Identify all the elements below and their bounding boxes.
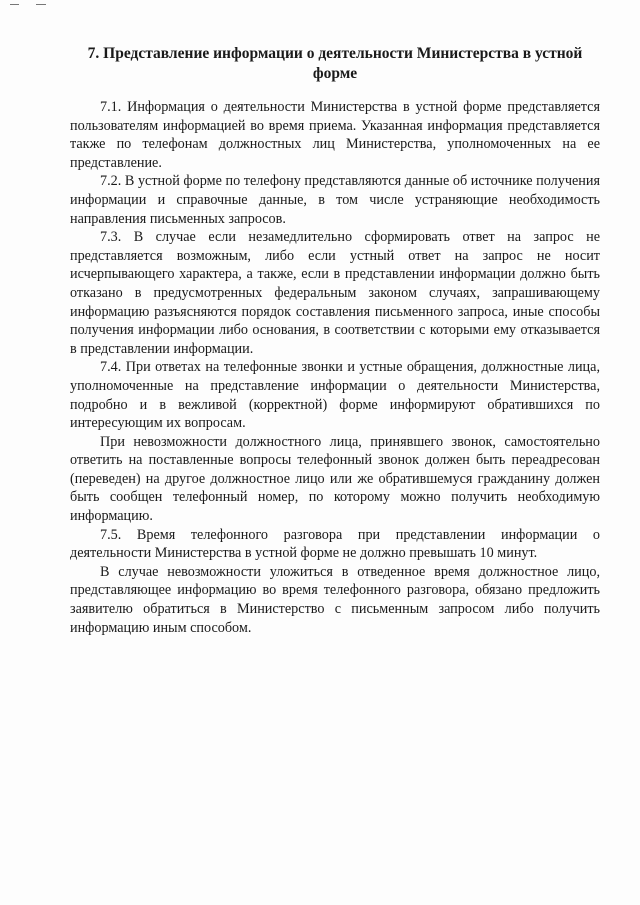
paragraph-7-5-continued: В случае невозможности уложиться в отведенное время должностное лицо, представляющее информацию во время телефонного разговора, обязано предложить заявителю обратиться в Министерство с письменным запросом либо получить информацию иным способом. (70, 563, 600, 636)
document-body (70, 98, 600, 637)
paragraph-7-3: 7.3. В случае если незамедлительно сформировать ответ на запрос не представляется возможным, либо если устный ответ на запрос не носит исчерпывающего характера, а также, если в представлении информации должно быть отказано в предусмотренных федеральным законом случаях, запрашивающему информацию разъясняются порядок составления письменного запроса, иные способы получения информации либо основания, в соответствии с которыми ему отказывается в представлении информации. (70, 229, 600, 357)
section-title: 7. Представление информации о деятельности Министерства в устной форме (87, 45, 583, 82)
paragraph-7-4-continued: При невозможности должностного лица, принявшего звонок, самостоятельно ответить на поставленные вопросы телефонный звонок должен быть переадресован (переведен) на другое должностное лицо или же обратившемуся гражданину должен быть сообщен телефонный номер, по которому можно получить необходимую информацию. (70, 433, 600, 525)
scan-artifact (10, 4, 19, 5)
paragraph-7-4: 7.4. При ответах на телефонные звонки и устные обращения, должностные лица, уполномоченные на представление информации о деятельности Министерства, подробно и в вежливой (корректной) форме информируют обратившихся по интересующим их вопросам. (70, 359, 600, 432)
scan-artifact (36, 4, 46, 5)
paragraph-7-5: 7.5. Время телефонного разговора при представлении информации о деятельности Министерства в устной форме не должно превышать 10 минут. (70, 526, 600, 562)
paragraph-7-1: 7.1. Информация о деятельности Министерства в устной форме представляется пользователям информацией во время приема. Указанная информация представляется также по телефонам должностных лиц Министерства, уполномоченных на ее представление. (70, 99, 600, 171)
paragraph-7-2: 7.2. В устной форме по телефону представляются данные об источнике получения информации и справочные данные, в том числе устраняющие необходимость направления письменных запросов. (70, 173, 600, 227)
